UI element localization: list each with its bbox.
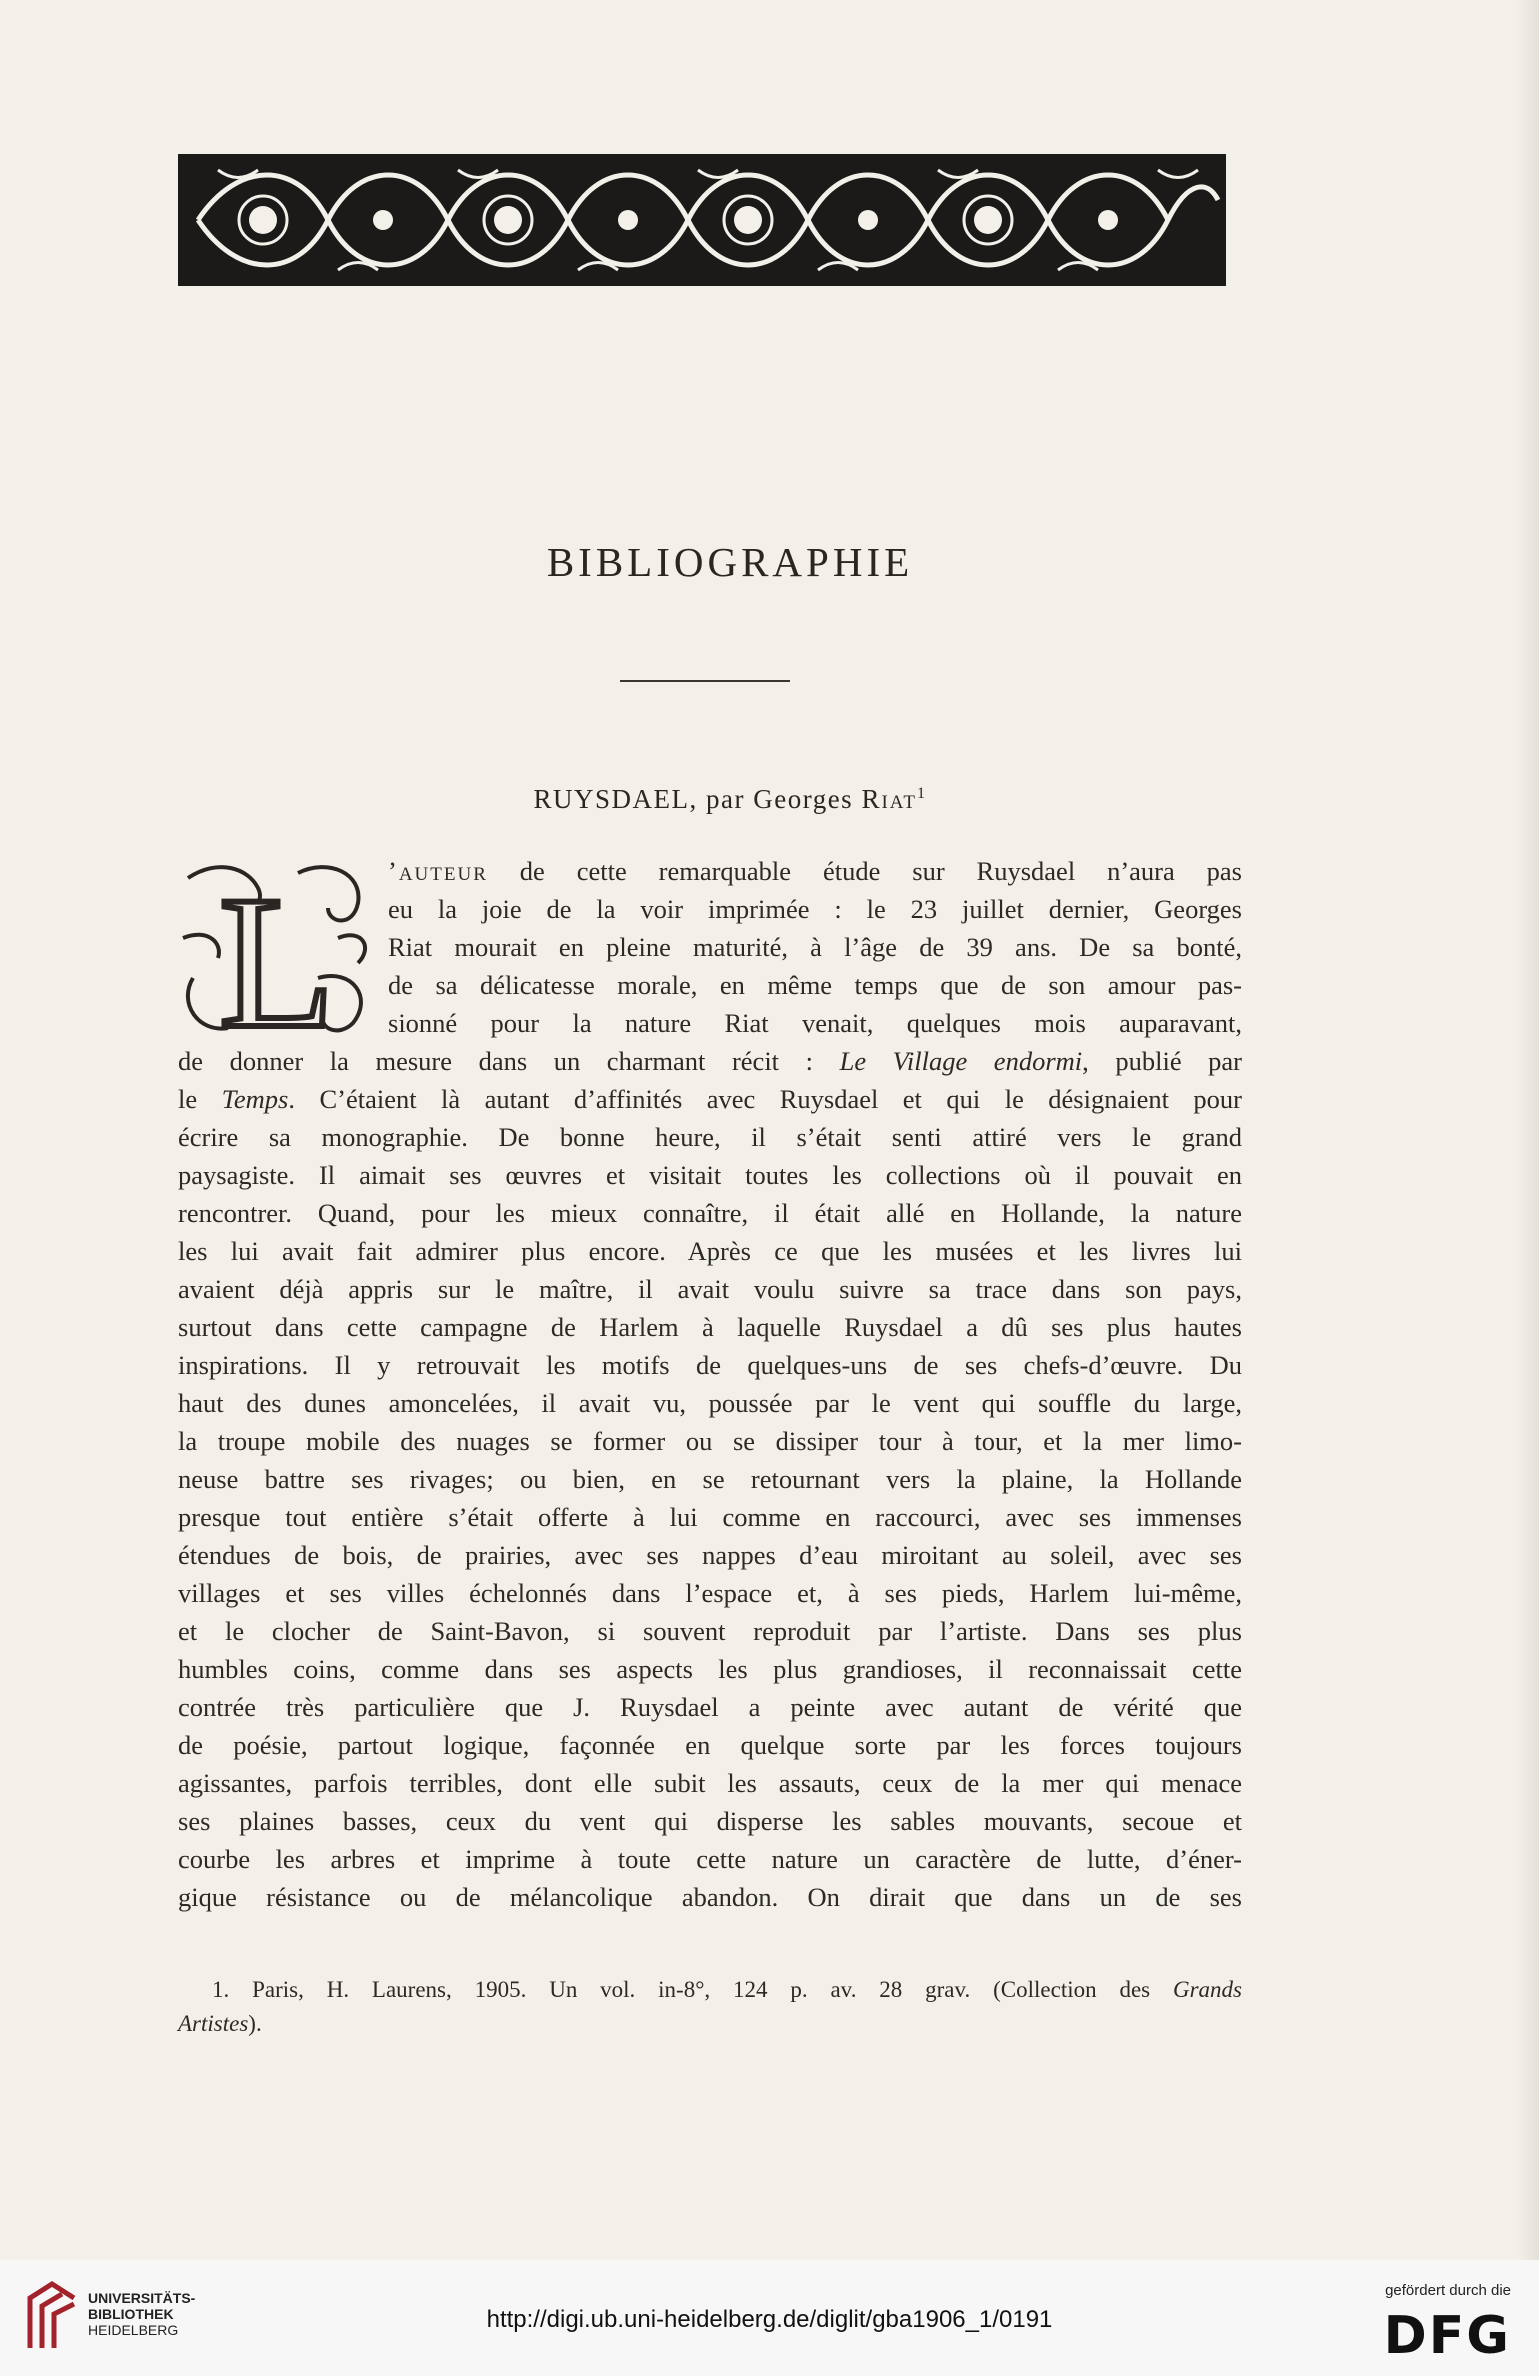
book-title: Le Village endormi xyxy=(839,1046,1083,1076)
text-line: agissantes, parfois terribles, dont elle subit les assauts, ceux de la mer qui menace xyxy=(178,1768,1242,1798)
text-line: ’auteur de cette remarquable étude sur Ruysdael n’aura pas xyxy=(388,856,1242,886)
digitization-footer xyxy=(0,2260,1539,2376)
text-line: de donner la mesure dans un charmant récit : Le Village endormi, publié par xyxy=(178,1046,1243,1076)
ornamental-dropcap xyxy=(178,858,376,1044)
text-line: villages et ses villes échelonnés dans l’espace et, à ses pieds, Harlem lui-même, xyxy=(178,1578,1242,1608)
text-line: haut des dunes amoncelées, il avait vu, poussée par le vent qui souffle du large, xyxy=(178,1388,1242,1418)
text-line: sionné pour la nature Riat venait, quelques mois auparavant, xyxy=(388,1008,1242,1038)
opening-word: ’auteur xyxy=(388,856,488,886)
text-line: ses plaines basses, ceux du vent qui disperse les sables mouvants, secoue et xyxy=(178,1806,1242,1836)
footnote-ref: 1 xyxy=(917,785,927,802)
text-line: surtout dans cette campagne de Harlem à laquelle Ruysdael a dû ses plus hautes xyxy=(178,1312,1242,1342)
text-line: eu la joie de la voir imprimée : le 23 juillet dernier, Georges xyxy=(388,894,1242,924)
heading-rule xyxy=(620,680,790,682)
ornamental-headpiece xyxy=(178,140,1226,300)
text-line: paysagiste. Il aimait ses œuvres et visitait toutes les collections où il pouvait en xyxy=(178,1160,1242,1190)
library-name: UNIVERSITÄTS- BIBLIOTHEK HEIDELBERG xyxy=(88,2290,196,2338)
newspaper-title: Temps xyxy=(221,1084,289,1114)
permalink-url[interactable]: http://digi.ub.uni-heidelberg.de/diglit/gba1906_1/0191 xyxy=(486,2306,1053,2333)
footnote-line: 1. Paris, H. Laurens, 1905. Un vol. in-8°, 124 p. av. 28 grav. (Collection des Grands xyxy=(212,1977,1242,2002)
text-line: le Temps. C’étaient là autant d’affinités avec Ruysdael et qui le désignaient pour xyxy=(178,1084,1243,1114)
text-line: contrée très particulière que J. Ruysdael a peinte avec autant de vérité que xyxy=(178,1692,1242,1722)
text-line: les lui avait fait admirer plus encore. Après ce que les musées et les livres lui xyxy=(178,1236,1242,1266)
funding-caption: gefördert durch die xyxy=(1385,2282,1511,2299)
text-line: la troupe mobile des nuages se former ou se dissiper tour à tour, et la mer limo- xyxy=(178,1426,1242,1456)
text-line: avaient déjà appris sur le maître, il avait voulu suivre sa trace dans son pays, xyxy=(178,1274,1242,1304)
dropcap-letter: L xyxy=(218,858,336,1044)
text-line: courbe les arbres et imprime à toute cette nature un caractère de lutte, d’éner- xyxy=(178,1844,1242,1874)
text-line: rencontrer. Quand, pour les mieux connaître, il était allé en Hollande, la nature xyxy=(178,1198,1242,1228)
text-line: gique résistance ou de mélancolique abandon. On dirait que dans un de ses xyxy=(178,1882,1242,1912)
article-title xyxy=(0,784,1460,815)
footnote-line: Artistes). xyxy=(178,2011,262,2036)
dfg-logo: DFG xyxy=(1383,2306,1511,2366)
text-line: écrire sa monographie. De bonne heure, il s’était senti attiré vers le grand xyxy=(178,1122,1242,1152)
article-title-text: RUYSDAEL, par Georges xyxy=(533,784,862,814)
section-heading: BIBLIOGRAPHIE xyxy=(546,539,914,585)
article-title-author: Riat xyxy=(861,784,918,814)
text-line: neuse battre ses rivages; ou bien, en se retournant vers la plaine, la Hollande xyxy=(178,1464,1242,1494)
text-line: presque tout entière s’était offerte à lui comme en raccourci, avec ses immenses xyxy=(178,1502,1242,1532)
text-line: Riat mourait en pleine maturité, à l’âge de 39 ans. De sa bonté, xyxy=(388,932,1242,962)
text-line: et le clocher de Saint-Bavon, si souvent reproduit par l’artiste. Dans ses plus xyxy=(178,1616,1242,1646)
text-line: inspirations. Il y retrouvait les motifs de quelques-uns de ses chefs-d’œuvre. Du xyxy=(178,1350,1242,1380)
page-edge-shadow xyxy=(1517,0,1539,2260)
text-line: de poésie, partout logique, façonnée en quelque sorte par les forces toujours xyxy=(178,1730,1242,1760)
text-line: de sa délicatesse morale, en même temps que de son amour pas- xyxy=(388,970,1242,1000)
text-line: étendues de bois, de prairies, avec ses nappes d’eau miroitant au soleil, avec ses xyxy=(178,1540,1242,1570)
text-line: humbles coins, comme dans ses aspects les plus grandioses, il reconnaissait cette xyxy=(178,1654,1242,1684)
